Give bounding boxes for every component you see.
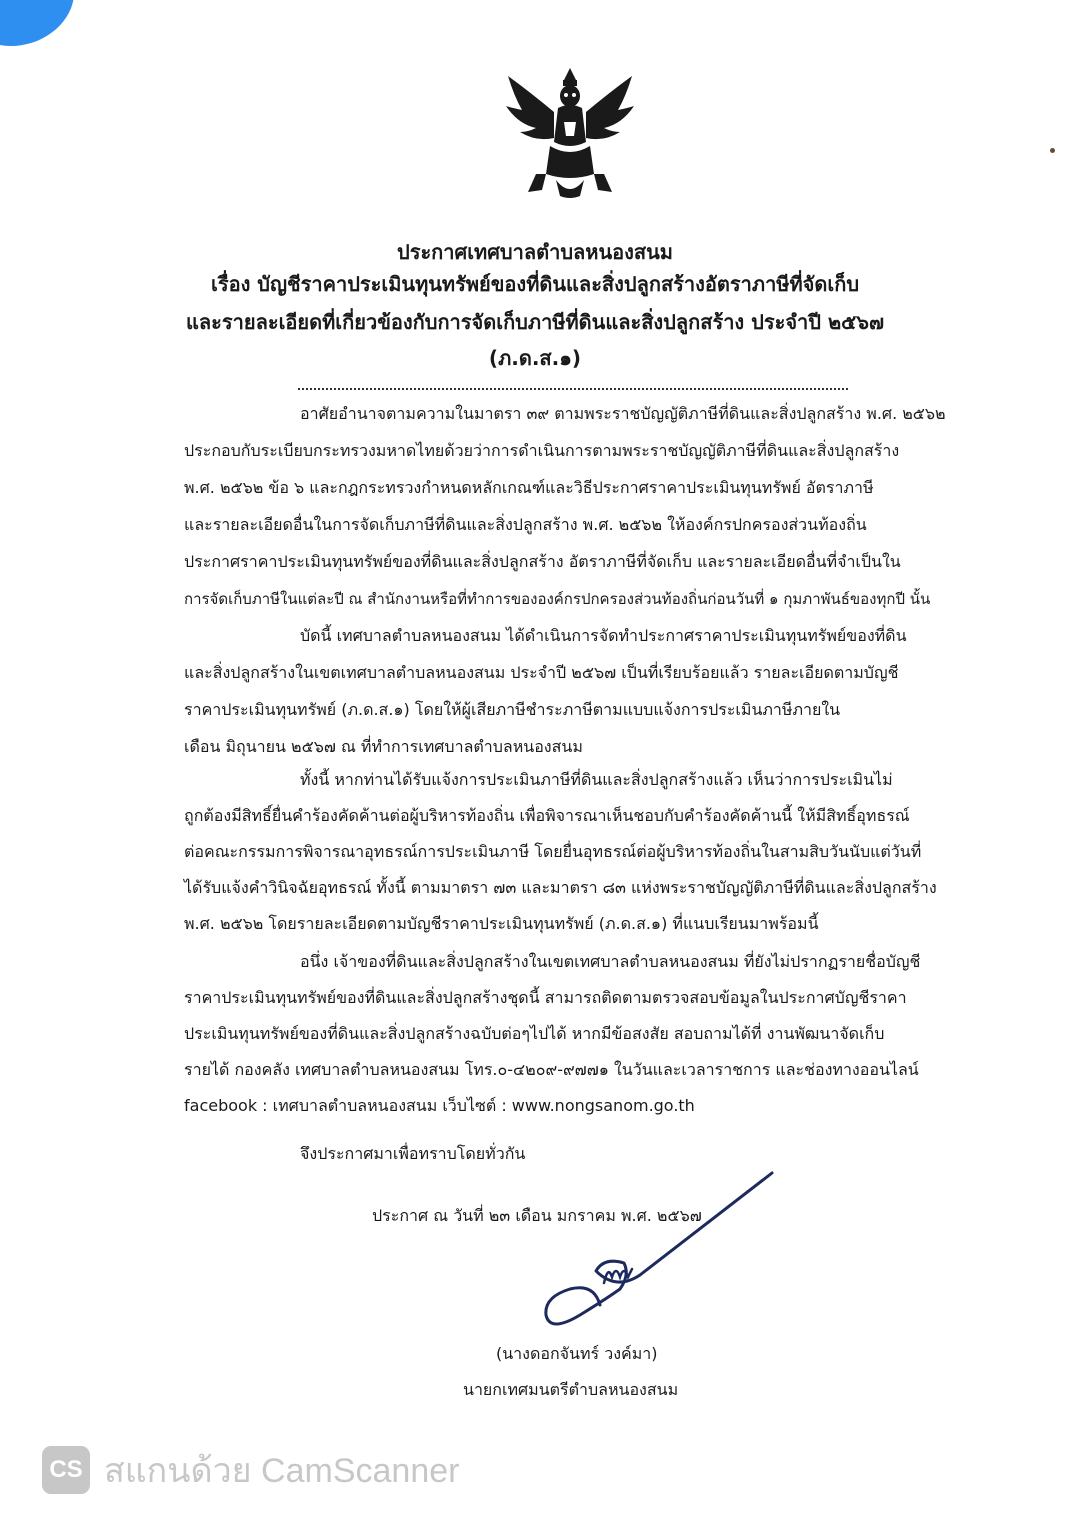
body-line: พ.ศ. ๒๕๖๒ ข้อ ๖ และกฎกระทรวงกำหนดหลักเกณฑ์และวิธีประกาศราคาประเมินทุนทรัพย์ อัตราภาษี	[184, 478, 874, 497]
body-line: ได้รับแจ้งคำวินิจฉัยอุทธรณ์ ทั้งนี้ ตามมาตรา ๗๓ และมาตรา ๘๓ แห่งพระราชบัญญัติภาษีที่ดินและสิ่งปลูกสร้าง	[184, 878, 937, 897]
body-line: ราคาประเมินทุนทรัพย์ของที่ดินและสิ่งปลูกสร้างชุดนี้ สามารถติดตามตรวจสอบข้อมูลในประกาศบัญชีราคา	[184, 988, 907, 1007]
body-line: รายได้ กองคลัง เทศบาลตำบลหนองสนม โทร.๐-๔๒๐๙-๙๗๗๑ ในวันและเวลาราชการ และช่องทางออนไลน์	[184, 1060, 919, 1079]
body-line: และสิ่งปลูกสร้างในเขตเทศบาลตำบลหนองสนม ประจำปี ๒๕๖๗ เป็นที่เรียบร้อยแล้ว รายละเอียดตามบัญชี	[184, 663, 899, 682]
body-line: ทั้งนี้ หากท่านได้รับแจ้งการประเมินภาษีที่ดินและสิ่งปลูกสร้างแล้ว เห็นว่าการประเมินไม่	[300, 770, 893, 789]
body-line: การจัดเก็บภาษีในแต่ละปี ณ สำนักงานหรือที่ทำการขององค์กรปกครองส่วนท้องถิ่นก่อนวันที่ ๑ กุมภาพันธ์ของทุกปี นั้น	[184, 590, 931, 608]
body-line: facebook : เทศบาลตำบลหนองสนม เว็บไซต์ : www.nongsanom.go.th	[184, 1096, 695, 1115]
title-issuer: ประกาศเทศบาลตำบลหนองสนม	[397, 240, 673, 264]
body-line: พ.ศ. ๒๕๖๒ โดยรายละเอียดตามบัญชีราคาประเมินทุนทรัพย์ (ภ.ด.ส.๑) ที่แนบเรียนมาพร้อมนี้	[184, 914, 819, 933]
garuda-emblem	[500, 62, 640, 202]
dotted-separator	[298, 388, 848, 390]
body-line: ประกาศราคาประเมินทุนทรัพย์ของที่ดินและสิ่งปลูกสร้าง อัตราภาษีที่จัดเก็บ และรายละเอียดอื่นที่จำเป็นใน	[184, 552, 901, 571]
body-line: ประกอบกับระเบียบกระทรวงมหาดไทยด้วยว่าการดำเนินการตามพระราชบัญญัติภาษีที่ดินและสิ่งปลูกสร้าง	[184, 441, 900, 460]
blue-corner-mark	[0, 0, 87, 60]
body-line: บัดนี้ เทศบาลตำบลหนองสนม ได้ดำเนินการจัดทำประกาศราคาประเมินทุนทรัพย์ของที่ดิน	[300, 626, 907, 645]
form-code: (ภ.ด.ส.๑)	[488, 346, 582, 370]
body-line: อาศัยอำนาจตามความในมาตรา ๓๙ ตามพระราชบัญญัติภาษีที่ดินและสิ่งปลูกสร้าง พ.ศ. ๒๕๖๒	[300, 404, 946, 423]
announcement-date: ประกาศ ณ วันที่ ๒๓ เดือน มกราคม พ.ศ. ๒๕๖๗	[372, 1206, 702, 1225]
camscanner-logo-icon: CS	[42, 1446, 90, 1494]
camscanner-watermark	[42, 1443, 459, 1497]
body-line: ถูกต้องมีสิทธิ์ยื่นคำร้องคัดค้านต่อผู้บริหารท้องถิ่น เพื่อพิจารณาเห็นชอบกับคำร้องคัดค้านนี้ ให้มีสิทธิ์อุทธรณ์	[184, 806, 910, 825]
title-subject-cont: และรายละเอียดที่เกี่ยวข้องกับการจัดเก็บภาษีที่ดินและสิ่งปลูกสร้าง ประจำปี ๒๕๖๗	[185, 310, 884, 334]
signer-position: นายกเทศมนตรีตำบลหนองสนม	[463, 1380, 679, 1399]
closing-line: จึงประกาศมาเพื่อทราบโดยทั่วกัน	[300, 1144, 526, 1163]
body-line: ราคาประเมินทุนทรัพย์ (ภ.ด.ส.๑) โดยให้ผู้เสียภาษีชำระภาษีตามแบบแจ้งการประเมินภาษีภายใน	[184, 700, 841, 719]
body-line: และรายละเอียดอื่นในการจัดเก็บภาษีที่ดินและสิ่งปลูกสร้าง พ.ศ. ๒๕๖๒ ให้องค์กรปกครองส่วนท้องถิ่น	[184, 515, 867, 534]
signer-name: (นางดอกจันทร์ วงค์มา)	[496, 1344, 658, 1363]
body-line: ประเมินทุนทรัพย์ของที่ดินและสิ่งปลูกสร้างฉบับต่อๆไปได้ หากมีข้อสงสัย สอบถามได้ที่ งานพัฒนาจัดเก็บ	[184, 1024, 885, 1043]
title-subject: เรื่อง บัญชีราคาประเมินทุนทรัพย์ของที่ดินและสิ่งปลูกสร้างอัตราภาษีที่จัดเก็บ	[210, 272, 860, 296]
body-line: ต่อคณะกรรมการพิจารณาอุทธรณ์การประเมินภาษี โดยยื่นอุทธรณ์ต่อผู้บริหารท้องถิ่นในสามสิบวันนับแต่วันที่	[184, 842, 922, 861]
camscanner-text: สแกนด้วย CamScanner	[104, 1452, 460, 1490]
body-line: อนึ่ง เจ้าของที่ดินและสิ่งปลูกสร้างในเขตเทศบาลตำบลหนองสนม ที่ยังไม่ปรากฏรายชื่อบัญชี	[300, 952, 921, 971]
speck	[1050, 148, 1055, 153]
handwritten-signature	[520, 1165, 790, 1340]
body-line: เดือน มิถุนายน ๒๕๖๗ ณ ที่ทำการเทศบาลตำบลหนองสนม	[184, 737, 583, 756]
